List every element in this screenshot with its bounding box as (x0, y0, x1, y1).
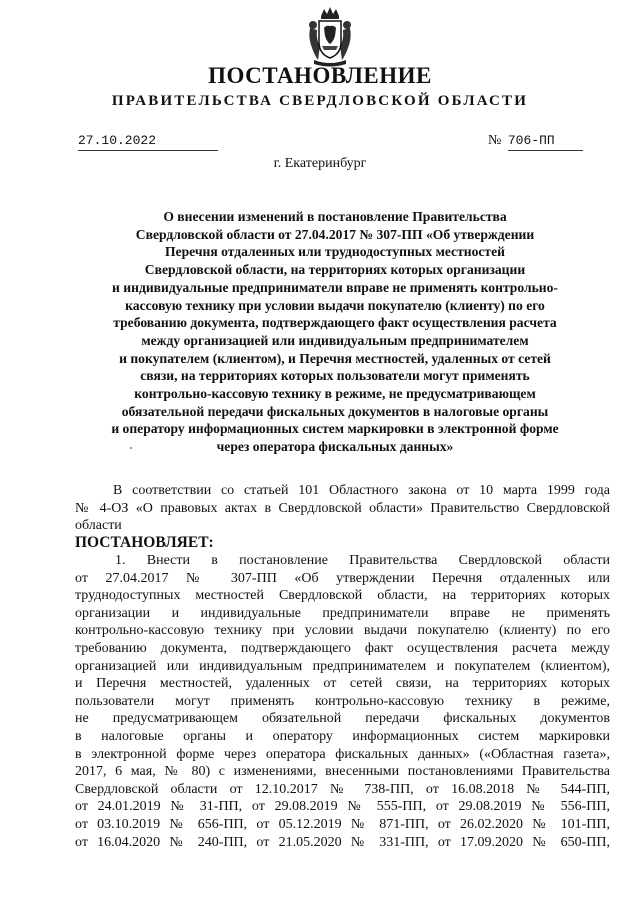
body-line: 2017, 6 мая, № 80) с изменениями, внесенными постановлениями Правительства (75, 764, 610, 780)
document-title: ПОСТАНОВЛЕНИЕ (208, 63, 432, 88)
heading-line: обязательной передачи фискальных документов в налоговые органы (121, 403, 549, 419)
heading-line: контрольно-кассовую технику в режиме, не предусматривающем (134, 386, 536, 402)
heading-line: связи, на территориях которых пользователи могут применять (140, 368, 530, 384)
body-line: Свердловской области от 12.10.2017 № 738-ПП, от 16.08.2018 № 544-ПП, (75, 781, 610, 797)
document-subtitle: ПРАВИТЕЛЬСТВА СВЕРДЛОВСКОЙ ОБЛАСТИ (111, 93, 529, 109)
body-line: не предусматривающем обязательной передачи фискальных документов (75, 711, 610, 727)
body-paragraph (75, 552, 610, 851)
heading-line: требованию документа, подтверждающего факт осуществления расчета (113, 315, 557, 331)
body-line: контрольно-кассовую технику при условии выдачи покупателю (клиенту) по его (75, 623, 610, 639)
body-line: от 03.10.2019 № 656-ПП, от 05.12.2019 № 871-ПП, от 26.02.2020 № 101-ПП, (75, 816, 610, 832)
heading-line: и оператору информационных систем маркировки в электронной форме (111, 421, 559, 437)
heading-line: между организацией или индивидуальным предпринимателем (141, 332, 529, 348)
intro-line: № 4-ОЗ «О правовых актах в Свердловской области» Правительство Свердловской (75, 500, 610, 516)
heading-line: кассовую технику при условии выдачи покупателю (клиенту) по его (125, 297, 545, 313)
heading-line: через оператора фискальных данных» (216, 439, 454, 455)
document-city: г. Екатеринбург (273, 156, 367, 171)
heading-line: О внесении изменений в постановление Правительства (163, 209, 507, 224)
heading-line: Свердловской области, на территориях которых организации (144, 262, 526, 278)
heading-line: Перечня отдаленных или труднодоступных местностей (165, 244, 505, 260)
number-prefix: № (488, 133, 502, 148)
heading-line: Свердловской области от 27.04.2017 № 307-ПП «Об утверждении (135, 226, 535, 242)
document-number: 706-ПП (508, 133, 583, 151)
body-line: 1. Внести в постановление Правительства Свердловской области (115, 553, 610, 568)
heading-line: и индивидуальные предприниматели вправе не применять контрольно- (112, 279, 558, 295)
body-line: от 27.04.2017 № 307-ПП «Об утверждении Перечня отдаленных или (75, 570, 610, 586)
intro-line: области (75, 518, 122, 533)
intro-paragraph (75, 482, 610, 535)
document-date: 27.10.2022 (78, 133, 218, 151)
body-line: от 16.04.2020 № 240-ПП, от 21.05.2020 № 331-ПП, от 17.09.2020 № 650-ПП, (75, 834, 610, 850)
body-line: пользователи могут применять контрольно-кассовую технику в режиме, (75, 693, 610, 709)
intro-line: В соответствии со статьей 101 Областного закона от 10 марта 1999 года (113, 483, 610, 498)
coat-of-arms-icon (306, 6, 354, 68)
heading-line: и покупателем (клиентом), и Перечня местностей, удаленных от сетей (119, 350, 551, 366)
body-line: труднодоступных местностей Свердловской области, на территориях которых (75, 588, 610, 604)
document-heading (70, 208, 600, 456)
body-line: в налоговые органы и оператору информационных систем маркировки (75, 728, 610, 744)
body-line: организации и индивидуальные предприниматели вправе не применять (75, 605, 610, 621)
body-line: требованию документа, подтверждающего факт осуществления расчета между (75, 640, 610, 656)
body-line: организацией или индивидуальным предпринимателем и покупателем (клиентом), (75, 658, 610, 674)
document-number-field (488, 133, 583, 151)
scan-speck (130, 447, 132, 449)
body-line: в электронной форме через оператора фискальных данных» («Областная газета», (75, 746, 610, 762)
body-line: и Перечня местностей, удаленных от сетей связи, на территориях которых (75, 676, 610, 692)
resolve-heading: ПОСТАНОВЛЯЕТ: (75, 534, 214, 551)
body-line: от 24.01.2019 № 31-ПП, от 29.08.2019 № 555-ПП, от 29.08.2019 № 556-ПП, (75, 799, 610, 815)
